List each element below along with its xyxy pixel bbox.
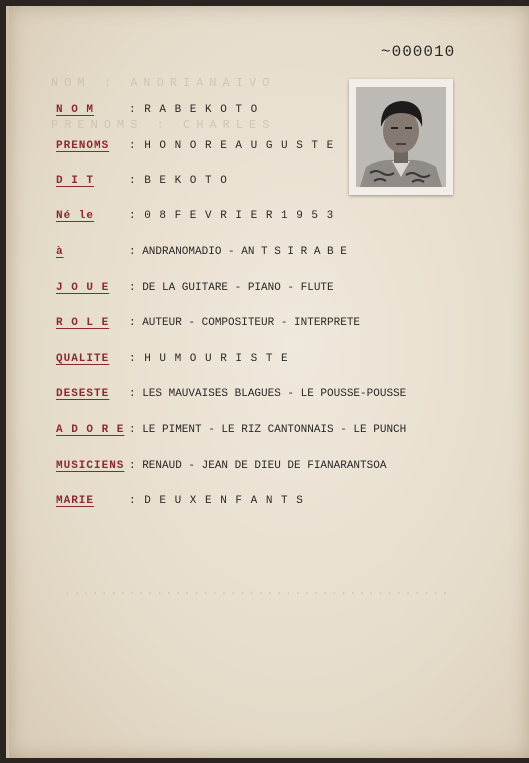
field-row <box>56 313 361 333</box>
field-row <box>56 278 334 298</box>
field-value: : AUTEUR - COMPOSITEUR - INTERPRETE <box>129 317 361 329</box>
field-label: Né le <box>56 210 95 222</box>
field-label: R O L E <box>56 317 110 329</box>
field-row <box>56 349 289 369</box>
field-row <box>56 420 407 440</box>
field-value: : D E U X E N F A N T S <box>129 495 304 507</box>
field-label: A D O R E <box>56 424 125 436</box>
field-label: J O U E <box>56 282 110 294</box>
field-value: : ANDRANOMADIO - AN T S I R A B E <box>129 246 347 258</box>
field-row <box>56 206 335 226</box>
field-value: : LE PIMENT - LE RIZ CANTONNAIS - LE PUNCH <box>129 424 407 436</box>
field-value: : 0 8 F E V R I E R 1 9 5 3 <box>129 210 335 222</box>
bleed-through-text: .......................................... <box>64 584 451 598</box>
bleed-through-text: NOM : ANDRIANAIVO <box>51 76 276 90</box>
field-row <box>56 100 259 120</box>
field-label: MUSICIENS <box>56 460 125 472</box>
bleed-through-text: PRENOMS : CHARLES <box>51 118 276 132</box>
field-label: à <box>56 246 64 258</box>
field-label: DESESTE <box>56 388 110 400</box>
field-row <box>56 456 387 476</box>
portrait-image <box>356 87 446 187</box>
field-label: MARIE <box>56 495 95 507</box>
document-page <box>6 6 529 758</box>
field-row <box>56 136 335 156</box>
field-row <box>56 171 228 191</box>
field-row <box>56 491 304 511</box>
field-label: N O M <box>56 104 95 116</box>
field-value: : DE LA GUITARE - PIANO - FLUTE <box>129 282 334 294</box>
field-row <box>56 242 347 262</box>
portrait-photo <box>349 79 453 195</box>
field-value: : H U M O U R I S T E <box>129 353 289 365</box>
field-row <box>56 384 407 404</box>
field-value: : LES MAUVAISES BLAGUES - LE POUSSE-POUSSE <box>129 388 407 400</box>
field-value: : RENAUD - JEAN DE DIEU DE FIANARANTSOA <box>129 460 387 472</box>
field-value: : B E K O T O <box>129 175 228 187</box>
field-label: PRENOMS <box>56 140 110 152</box>
field-label: D I T <box>56 175 95 187</box>
field-label: QUALITE <box>56 353 110 365</box>
serial-number: ~000010 <box>381 43 456 61</box>
field-value: : R A B E K O T O <box>129 104 259 116</box>
field-value: : H O N O R E A U G U S T E <box>129 140 335 152</box>
